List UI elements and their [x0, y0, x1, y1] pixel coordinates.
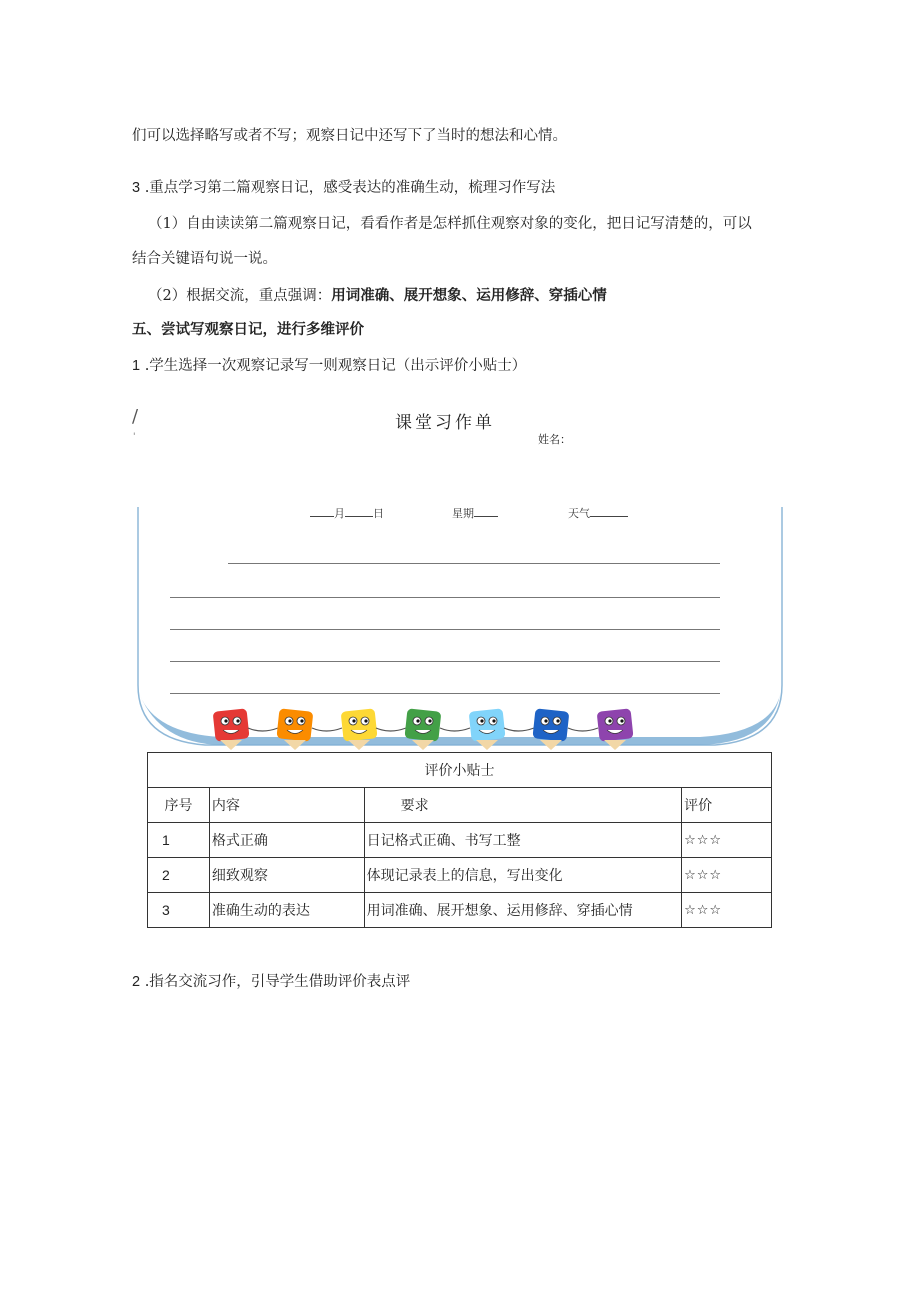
worksheet-title: 课堂习作单: [395, 413, 495, 433]
table-row: [148, 823, 772, 858]
pencil-character: [532, 708, 598, 750]
row-requirement: 体现记录表上的信息，写出变化: [364, 858, 681, 893]
header-content: 内容: [209, 788, 364, 823]
table-row: [148, 858, 772, 893]
section-heading-5: 五、尝试写观察日记，进行多维评价: [132, 322, 364, 338]
pencil-character: [469, 708, 534, 750]
paragraph-step-2: [132, 972, 410, 992]
tick-mark: ': [133, 432, 136, 442]
date-month: [310, 505, 384, 521]
row-content: 格式正确: [209, 823, 364, 858]
pencil-character: [597, 708, 634, 750]
step-number: 3: [132, 180, 141, 196]
writing-line: [170, 661, 720, 662]
table-caption: 评价小贴士: [148, 753, 772, 788]
weather-label: 天气: [568, 507, 590, 520]
row-content: 准确生动的表达: [209, 893, 364, 928]
row-rating-stars: ☆☆☆: [682, 823, 772, 858]
pencil-characters-illustration: [200, 704, 720, 754]
paragraph-sub-1: （1）自由读读第二篇观察日记，看看作者是怎样抓住观察对象的变化，把日记写清楚的，可以: [148, 216, 752, 232]
table-row: [148, 893, 772, 928]
paragraph-sub-1-cont: 结合关键语句说一说。: [132, 251, 277, 267]
paragraph-step-1: [132, 356, 526, 376]
pencil-character: [341, 708, 406, 750]
step-text: .学生选择一次观察记录写一则观察日记（出示评价小贴士）: [144, 358, 527, 374]
row-requirement: 用词准确、展开想象、运用修辞、穿插心情: [364, 893, 681, 928]
step-number: 2: [132, 974, 141, 990]
header-index: 序号: [148, 788, 210, 823]
name-label: 姓名：: [538, 433, 571, 446]
sub-2-prefix: （2）根据交流，重点强调：: [148, 288, 332, 304]
slash-mark: /: [132, 406, 139, 427]
sub-2-emphasis: 用词准确、展开想象、运用修辞、穿插心情: [331, 288, 607, 304]
month-label: 月: [334, 507, 345, 520]
date-weekday: [452, 505, 498, 521]
step-text: .指名交流习作，引导学生借助评价表点评: [144, 974, 411, 990]
row-index: 3: [148, 893, 210, 928]
paragraph-sub-2: [148, 286, 607, 306]
pencil-character: [404, 708, 470, 750]
row-rating-stars: ☆☆☆: [682, 858, 772, 893]
row-index: 1: [148, 823, 210, 858]
paragraph-step-3: [132, 178, 555, 198]
step-text: .重点学习第二篇观察日记，感受表达的准确生动，梳理习作写法: [144, 180, 556, 196]
evaluation-table: [147, 752, 772, 928]
table-header-row: [148, 788, 772, 823]
weekday-label: 星期: [452, 507, 474, 520]
writing-line: [170, 597, 720, 598]
writing-line: [170, 693, 720, 694]
date-weather: [568, 505, 628, 521]
step-number: 1: [132, 358, 141, 374]
header-rating: 评价: [682, 788, 772, 823]
writing-line: [228, 563, 720, 564]
row-index: 2: [148, 858, 210, 893]
day-label: 日: [373, 507, 384, 520]
row-requirement: 日记格式正确、书写工整: [364, 823, 681, 858]
table-caption-row: [148, 753, 772, 788]
writing-line: [170, 629, 720, 630]
pencil-character: [213, 708, 278, 750]
row-content: 细致观察: [209, 858, 364, 893]
pencil-character: [276, 708, 342, 750]
header-requirement: 要求: [364, 788, 681, 823]
paragraph-continuation: 们可以选择略写或者不写；观察日记中还写下了当时的想法和心情。: [132, 128, 567, 144]
row-rating-stars: ☆☆☆: [682, 893, 772, 928]
